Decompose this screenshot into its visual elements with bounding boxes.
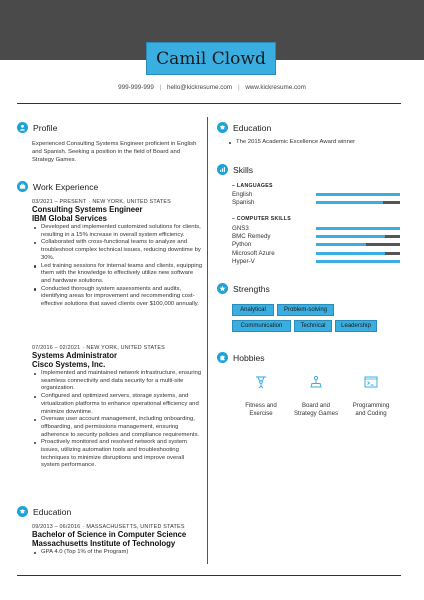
gymnast-icon <box>254 375 268 389</box>
skill-row <box>232 241 402 249</box>
skill-name: English <box>232 191 253 198</box>
person-icon <box>17 122 28 133</box>
job-dates: 03/2021 – PRESENT <box>32 199 87 205</box>
section-title: Work Experience <box>33 181 99 192</box>
puzzle-icon <box>217 352 228 363</box>
skill-bar <box>316 235 400 238</box>
job-role: Consulting Systems Engineer <box>32 205 143 214</box>
skill-bar <box>316 193 400 196</box>
skill-row <box>232 258 402 266</box>
list-item: GPA 4.0 (Top 1% of the Program) <box>32 549 204 557</box>
hobby-label <box>341 402 401 418</box>
strength-tag: Leadership <box>335 320 377 332</box>
skill-bar-rest <box>383 201 400 204</box>
hobby-label-line: and Coding <box>355 410 387 417</box>
separator: | <box>237 84 240 91</box>
skill-row <box>232 199 402 207</box>
email-text: hello@kickresume.com <box>167 84 233 91</box>
skill-bar-rest <box>385 235 400 238</box>
skill-bar-rest <box>385 252 400 255</box>
graduation-cap-icon <box>17 506 28 517</box>
degree: Bachelor of Science in Computer Science <box>32 530 187 539</box>
briefcase-icon <box>17 181 28 192</box>
education-dates: 09/2013 – 06/2016 <box>32 524 81 530</box>
skill-bar <box>316 260 400 263</box>
skill-name: GNS3 <box>232 225 249 232</box>
strengths-heading <box>217 283 270 294</box>
award-list <box>227 139 407 147</box>
bottom-rule <box>17 575 401 576</box>
hobby-label-line: Programming <box>352 402 390 409</box>
section-title: Education <box>33 506 72 517</box>
hobby-label-line: Exercise <box>249 410 273 417</box>
hobby-label <box>231 402 291 418</box>
education-bullets <box>32 549 204 557</box>
name-banner <box>146 42 276 75</box>
skill-row <box>232 233 402 241</box>
work-heading <box>17 181 98 192</box>
job-meta: 07/2016 – 02/2021 · NEW YORK, UNITED STATES <box>32 345 165 351</box>
contact-line <box>0 84 424 91</box>
skill-bar-rest <box>366 243 400 246</box>
joystick-icon <box>309 375 323 389</box>
hobby-label-line: Strategy Games <box>293 410 339 417</box>
list-item: Collaborated with cross-functional teams to analyze and troubleshoot complex technical issues, reducing downtime by 30%. <box>32 239 204 262</box>
section-title: Education <box>233 122 272 133</box>
hobby-label-line: Board and <box>301 402 331 409</box>
section-title: Strengths <box>233 283 270 294</box>
list-item: Proactively monitored and resolved network and system issues, utilizing automation tools and troubleshooting techniques to minimize disruptions and improve overall system performance. <box>32 439 204 470</box>
list-item: The 2015 Academic Excellence Award winner <box>227 139 407 147</box>
list-item: Led training sessions for internal teams and clients, equipping them with the knowledge to effectively utilize new software and hardware solutions. <box>32 263 204 286</box>
job-meta: 03/2021 – PRESENT · NEW YORK, UNITED STATES <box>32 199 171 205</box>
skill-name: BMC Remedy <box>232 233 271 240</box>
skill-row <box>232 250 402 258</box>
hobby-item <box>341 375 401 418</box>
strength-tag: Problem-solving <box>277 304 334 316</box>
hobby-item <box>286 375 346 418</box>
skill-name: Microsoft Azure <box>232 250 275 257</box>
section-title: Hobbies <box>233 352 265 363</box>
hobby-label <box>286 402 346 418</box>
job-role: Systems Administrator <box>32 351 118 360</box>
job-bullets <box>32 370 204 470</box>
hobby-label-line: Fitness and <box>245 402 277 409</box>
candidate-name: Camil Clowd <box>156 48 266 69</box>
top-rule <box>17 103 401 104</box>
education-right-heading <box>217 122 271 133</box>
list-item: Conducted thorough system assessments and audits, identifying areas for improvement and recommending cost-effective solutions that saved clients over $100,000 annually. <box>32 286 204 309</box>
terminal-icon <box>364 375 378 389</box>
hobbies-heading <box>217 352 265 363</box>
job-location: NEW YORK, UNITED STATES <box>86 345 165 351</box>
job-bullets <box>32 224 204 309</box>
section-title: Profile <box>33 122 58 133</box>
job-company: IBM Global Services <box>32 214 107 223</box>
list-item: Configured and optimized servers, storage systems, and virtualization platforms to enhance operational efficiency and minimize downtime. <box>32 393 204 416</box>
skill-bar <box>316 243 400 246</box>
skill-name: Hyper-V <box>232 258 255 265</box>
strength-tag: Communication <box>232 320 291 332</box>
column-divider <box>207 117 208 564</box>
skill-name: Spanish <box>232 199 255 206</box>
job-company: Cisco Systems, Inc. <box>32 360 106 369</box>
languages-label: – LANGUAGES <box>232 183 273 189</box>
job-location: NEW YORK, UNITED STATES <box>92 199 171 205</box>
hobby-item <box>231 375 291 418</box>
job-entry <box>32 199 204 309</box>
skills-heading <box>217 164 253 175</box>
graduation-cap-icon <box>217 122 228 133</box>
list-item: Oversaw user account management, including onboarding, offboarding, and permissions management, ensuring adherence to security policies and compliance requirements. <box>32 416 204 439</box>
education-location: MASSACHUSETTS, UNITED STATES <box>86 524 185 530</box>
skill-row <box>232 191 402 199</box>
star-icon <box>217 283 228 294</box>
skill-row <box>232 225 402 233</box>
job-entry <box>32 345 204 470</box>
skill-name: Python <box>232 241 252 248</box>
separator: | <box>159 84 162 91</box>
chart-icon <box>217 164 228 175</box>
profile-heading <box>17 122 57 133</box>
list-item: Developed and implemented customized solutions for clients, resulting in a 15% increase in overall system efficiency. <box>32 224 204 239</box>
profile-text: Experienced Consulting Systems Engineer proficient in English and Spanish. Seeking a position in the field of Board and Strategy Games. <box>32 141 197 164</box>
strength-tag: Analytical <box>232 304 274 316</box>
education-heading <box>17 506 71 517</box>
computer-skills-label: – COMPUTER SKILLS <box>232 216 291 222</box>
section-title: Skills <box>233 164 254 175</box>
job-dates: 07/2016 – 02/2021 <box>32 345 81 351</box>
education-entry <box>32 524 204 557</box>
strength-tag: Technical <box>294 320 332 332</box>
skill-bar <box>316 227 400 230</box>
school: Massachusetts Institute of Technology <box>32 539 176 548</box>
skill-bar <box>316 252 400 255</box>
education-meta: 09/2013 – 06/2016 · MASSACHUSETTS, UNITED STATES <box>32 524 185 530</box>
website-text: www.kickresume.com <box>245 84 306 91</box>
skill-bar <box>316 201 400 204</box>
list-item: Implemented and maintained network infrastructure, ensuring seamless connectivity and data security for a multi-site organization. <box>32 370 204 393</box>
phone-text: 999-999-999 <box>118 84 154 91</box>
